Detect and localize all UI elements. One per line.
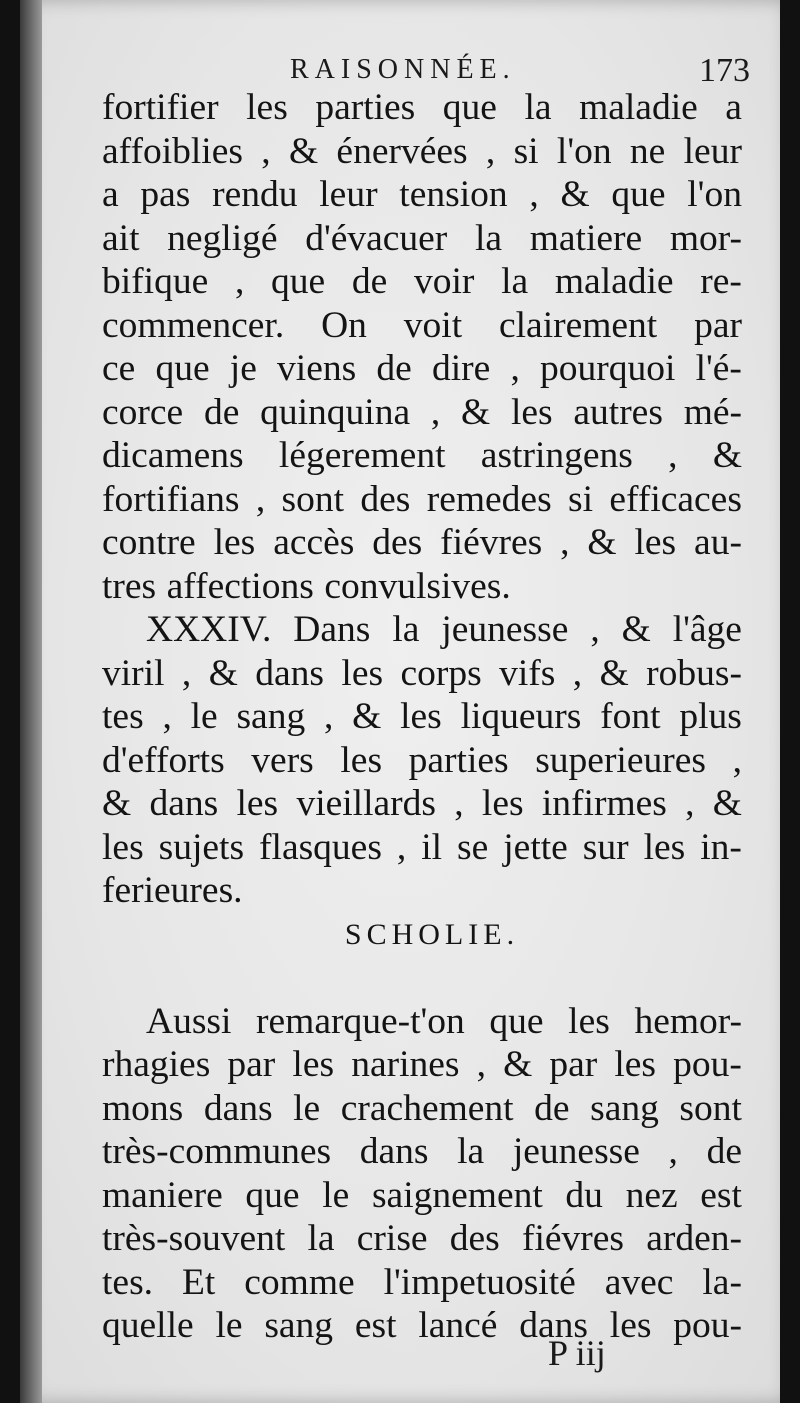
word: arden- — [646, 1218, 742, 1259]
word: ne — [629, 130, 666, 172]
word: narines — [351, 1044, 460, 1085]
word: la- — [702, 1261, 742, 1303]
word: saignement — [371, 1174, 543, 1216]
text-line — [102, 1261, 742, 1305]
word: maniere — [102, 1174, 223, 1216]
word: mor- — [669, 217, 742, 259]
word: les — [609, 1305, 652, 1346]
word: , — [162, 696, 172, 737]
word: les — [102, 826, 144, 868]
word: fiévres — [440, 522, 543, 563]
word: sang — [590, 1087, 659, 1129]
word: & — [288, 130, 319, 172]
word: re- — [700, 261, 742, 302]
word: Dans — [293, 609, 371, 650]
word: & — [712, 783, 742, 824]
word: nez — [625, 1174, 678, 1216]
word: la — [307, 1218, 335, 1259]
signature-mark: P iij — [548, 1333, 606, 1373]
word: , — [476, 1044, 486, 1085]
word: infirmes — [541, 783, 667, 824]
word: ferieures. — [102, 870, 243, 911]
word: que — [489, 1000, 544, 1042]
word: dans — [149, 783, 219, 824]
word: efficaces — [609, 478, 742, 520]
word: lancé — [418, 1305, 498, 1346]
word: sujets — [158, 826, 245, 868]
word: & — [352, 696, 382, 737]
word: mé- — [683, 391, 742, 433]
word: de — [203, 391, 240, 433]
word: l'on — [687, 174, 742, 215]
word: tres — [102, 565, 157, 607]
word: les — [634, 522, 677, 563]
word: la — [524, 87, 552, 128]
word: de — [351, 261, 388, 302]
word: les — [643, 826, 686, 868]
text-line — [102, 608, 742, 652]
text-line — [102, 1043, 742, 1087]
word: comme — [244, 1261, 355, 1303]
word: je — [229, 348, 257, 389]
word: très-souvent — [102, 1218, 286, 1259]
word: tes — [102, 696, 144, 737]
word: sur — [582, 826, 629, 868]
word: que — [271, 261, 326, 302]
word: est — [354, 1305, 397, 1346]
word: vers — [251, 739, 314, 781]
running-title: RAISONNÉE. — [290, 54, 516, 85]
word: l'on — [556, 130, 612, 172]
word: viril — [102, 652, 165, 694]
word: dans — [359, 1131, 429, 1172]
text-line — [102, 347, 742, 391]
word: il — [421, 826, 443, 868]
word: la — [457, 1131, 485, 1172]
word: l'é- — [695, 348, 742, 389]
word: , — [324, 696, 334, 737]
text-line — [102, 434, 742, 478]
word: hemor- — [634, 1000, 742, 1042]
word: superieures — [535, 739, 706, 781]
word: avec — [604, 1261, 674, 1303]
word: matiere — [529, 217, 643, 259]
page-gutter-shadow — [20, 0, 42, 1403]
word: & — [461, 391, 491, 433]
word: fortifier — [102, 87, 219, 128]
word: leur — [683, 130, 742, 172]
word: , — [181, 652, 192, 694]
word: crachement — [340, 1087, 514, 1129]
word: a — [725, 87, 742, 128]
word: tes. — [102, 1261, 154, 1303]
text-line — [102, 1174, 742, 1218]
word: convulsives. — [324, 565, 511, 607]
body-text — [102, 86, 742, 1348]
word: , — [234, 261, 245, 302]
word: de — [376, 348, 412, 389]
word: de — [706, 1131, 742, 1172]
word: maladie — [554, 261, 674, 302]
word: l'âge — [672, 609, 742, 650]
word: plus — [679, 696, 742, 737]
word: , — [485, 130, 496, 172]
word: si — [513, 130, 539, 172]
word: , — [668, 435, 678, 476]
word: & — [712, 435, 742, 476]
word: & — [208, 652, 238, 694]
word: légerement — [278, 435, 446, 476]
word: voit — [403, 304, 463, 346]
word: énervées — [336, 130, 468, 172]
word: clairement — [498, 304, 658, 346]
word: & — [560, 174, 590, 215]
word: des — [360, 478, 411, 520]
text-line — [102, 1130, 742, 1174]
word: astringens — [480, 435, 633, 476]
word: que — [245, 1174, 300, 1216]
word: le — [215, 1305, 243, 1346]
word: maladie — [579, 87, 698, 128]
word: a — [102, 174, 119, 215]
word: d'efforts — [102, 739, 225, 781]
text-line — [102, 130, 742, 174]
word: affections — [166, 565, 314, 607]
word: rhagies — [102, 1044, 211, 1085]
word: negligé — [167, 217, 278, 259]
word: accès — [273, 522, 355, 563]
word: leur — [319, 174, 378, 215]
word: jeunesse — [441, 609, 569, 650]
text-line — [102, 782, 742, 826]
word: remarque-t'on — [256, 1000, 465, 1042]
word: les — [510, 391, 553, 433]
text-line — [102, 521, 742, 565]
text-line — [102, 260, 742, 304]
word: vifs — [499, 652, 556, 694]
word: & — [102, 783, 132, 824]
word: , — [668, 1131, 678, 1172]
text-line — [102, 86, 742, 130]
word: viens — [277, 348, 357, 389]
word: & — [599, 652, 629, 694]
word: le — [293, 1087, 321, 1129]
word: XXXIV. — [146, 609, 272, 650]
word: vieillards — [296, 783, 436, 824]
word: d'évacuer — [305, 217, 448, 259]
text-line — [102, 173, 742, 217]
word: du — [565, 1174, 603, 1216]
word: la — [501, 261, 529, 302]
word: les — [341, 652, 384, 694]
word: pou- — [673, 1044, 742, 1085]
word: flasques — [259, 826, 382, 868]
word: les — [246, 87, 288, 128]
blank-line — [102, 956, 742, 1000]
word: les — [213, 522, 256, 563]
word: de — [534, 1087, 570, 1129]
word: pou- — [673, 1305, 742, 1346]
word: remedes — [426, 478, 552, 520]
word: Aussi — [146, 1000, 232, 1042]
text-line — [102, 1304, 742, 1348]
word: rendu — [212, 174, 298, 215]
word: dicamens — [102, 435, 244, 476]
word: robus- — [646, 652, 742, 694]
word: par — [549, 1044, 598, 1085]
word: tension — [399, 174, 508, 215]
word: pourquoi — [540, 348, 676, 389]
word: que — [155, 348, 210, 389]
text-line — [102, 478, 742, 522]
word: par — [227, 1044, 276, 1085]
word: bifique — [102, 261, 209, 302]
word: parties — [315, 87, 416, 128]
word: liqueurs — [460, 696, 582, 737]
word: dans — [519, 1305, 588, 1346]
text-line — [102, 391, 742, 435]
word: pas — [140, 174, 191, 215]
word: sang — [236, 696, 306, 737]
word: & — [503, 1044, 533, 1085]
word: , — [454, 783, 464, 824]
word: ait — [102, 217, 140, 259]
text-line — [102, 1217, 742, 1261]
word: font — [600, 696, 661, 737]
word: les — [400, 696, 442, 737]
word: , — [430, 391, 441, 433]
word: quelle — [102, 1305, 194, 1346]
word: se — [457, 826, 489, 868]
word: si — [568, 478, 594, 520]
word: les — [292, 1044, 335, 1085]
word: , — [685, 783, 695, 824]
word: très-communes — [102, 1131, 332, 1172]
word: On — [321, 304, 367, 346]
word: sont — [679, 1087, 742, 1129]
text-line — [102, 652, 742, 696]
word: dire — [431, 348, 491, 389]
word: in- — [700, 826, 742, 868]
word: fortifians — [102, 478, 240, 520]
word: crise — [356, 1218, 428, 1259]
word: voir — [413, 261, 475, 302]
word: les — [481, 783, 524, 824]
word: sang — [264, 1305, 334, 1346]
word: par — [694, 304, 742, 346]
text-line — [102, 1000, 742, 1044]
text-line — [102, 826, 742, 870]
word: fiévres — [521, 1218, 625, 1259]
word: les — [614, 1044, 657, 1085]
text-line — [102, 695, 742, 739]
word: les — [236, 783, 279, 824]
word: affoiblies — [102, 130, 243, 172]
word: la — [474, 217, 503, 259]
word: , — [572, 652, 583, 694]
paragraph-1 — [102, 86, 742, 608]
word: l'impetuosité — [383, 1261, 576, 1303]
word: jeunesse — [512, 1131, 640, 1172]
page-number: 173 — [699, 52, 750, 89]
word: sont — [281, 478, 345, 520]
text-line — [102, 1087, 742, 1131]
word: dans — [203, 1087, 273, 1129]
word: autres — [573, 391, 663, 433]
word: que — [442, 87, 497, 128]
word: , — [560, 522, 570, 563]
word: & — [621, 609, 651, 650]
word: & — [587, 522, 617, 563]
paragraph-3 — [102, 1000, 742, 1348]
word: jette — [503, 826, 568, 868]
word: des — [449, 1218, 500, 1259]
word: des — [372, 522, 423, 563]
word: , — [732, 739, 742, 781]
word: ce — [102, 348, 136, 389]
word: commencer. — [102, 304, 285, 346]
word: mons — [102, 1087, 184, 1129]
word: les — [568, 1000, 610, 1042]
word: que — [611, 174, 666, 215]
word: contre — [102, 522, 196, 563]
text-line — [102, 217, 742, 261]
word: parties — [408, 739, 509, 781]
word: quinquina — [260, 391, 411, 433]
word: au- — [694, 522, 742, 563]
text-line — [102, 869, 742, 913]
word: la — [392, 609, 420, 650]
word: , — [510, 348, 520, 389]
word: le — [190, 696, 218, 737]
text-line — [102, 304, 742, 348]
word: dans — [255, 652, 325, 694]
word: les — [340, 739, 383, 781]
word: , — [529, 174, 539, 215]
word: , — [396, 826, 407, 868]
word: , — [255, 478, 266, 520]
word: corce — [102, 391, 184, 433]
word: Et — [182, 1261, 216, 1303]
word: , — [590, 609, 600, 650]
word: , — [261, 130, 271, 172]
text-line — [102, 739, 742, 783]
paragraph-2 — [102, 608, 742, 913]
section-heading: SCHOLIE. — [344, 917, 520, 951]
text-line — [102, 565, 742, 609]
word: est — [700, 1174, 742, 1216]
word: le — [322, 1174, 350, 1216]
word: corps — [400, 652, 482, 694]
